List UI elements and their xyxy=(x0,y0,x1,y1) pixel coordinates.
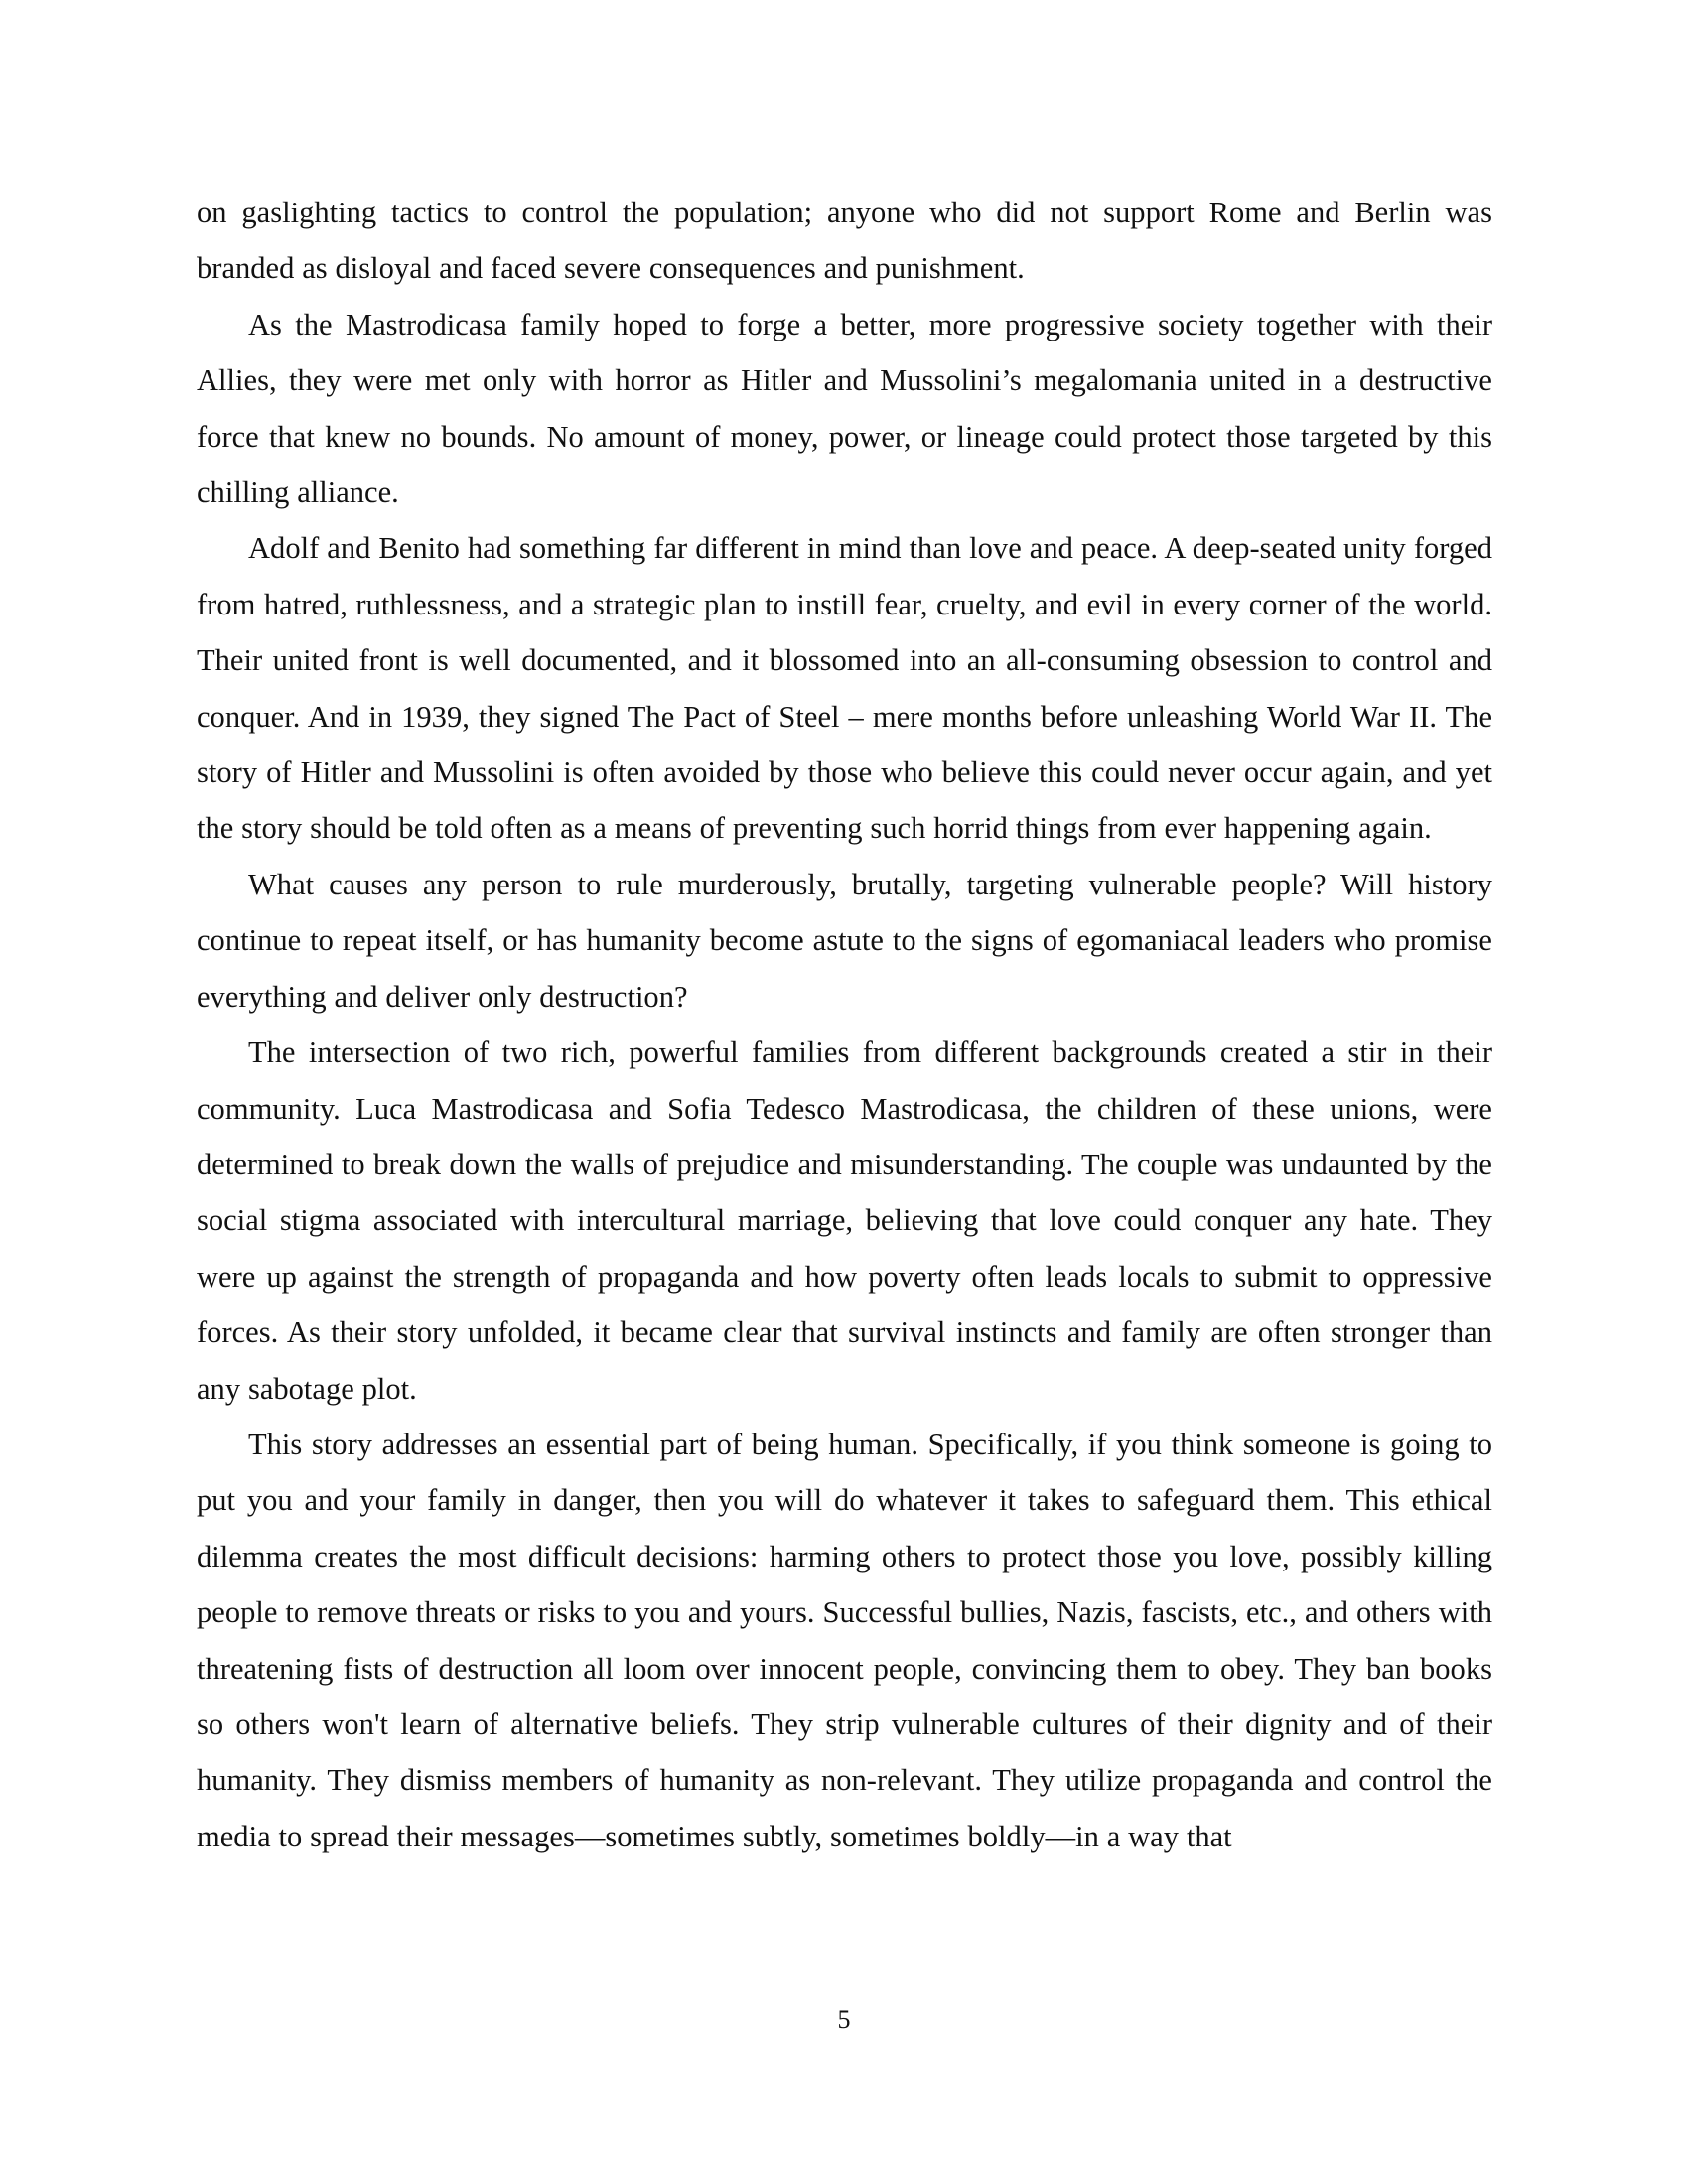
page-number: 5 xyxy=(837,2005,851,2034)
paragraph-continuation: on gaslighting tactics to control the population; anyone who did not support Rome and Berlin was branded as disloyal and faced severe consequences and punishment. xyxy=(197,196,1492,286)
paragraph-what-causes: What causes any person to rule murderously, brutally, targeting vulnerable people? Will history continue to repeat itself, or has humanity become astute to the signs of egomaniacal leaders who promise everything and deliver only destruction? xyxy=(197,867,1492,1014)
paragraph-adolf-benito: Adolf and Benito had something far different in mind than love and peace. A deep-seated unity forged from hatred, ruthlessness, and a strategic plan to instill fear, cruelty, and evil in every corner of the world. Their united front is well documented, and it blossomed into an all-consuming obsession to control and conquer. And in 1939, they signed The Pact of Steel – mere months before unleashing World War II. The story of Hitler and Mussolini is often avoided by those who believe this could never occur again, and yet the story should be told often as a means of preventing such horrid things from ever happening again. xyxy=(197,531,1492,846)
paragraph-mastrodicasa-family: As the Mastrodicasa family hoped to forge a better, more progressive society together with their Allies, they were met only with horror as Hitler and Mussolini’s megalomania united in a destructive force that knew no bounds. No amount of money, power, or lineage could protect those targeted by this chilling alliance. xyxy=(197,307,1492,510)
paragraph-intersection: The intersection of two rich, powerful families from different backgrounds created a stir in their community. Luca Mastrodicasa and Sofia Tedesco Mastrodicasa, the children of these unions, were determined to break down the walls of prejudice and misunderstanding. The couple was undaunted by the social stigma associated with intercultural marriage, believing that love could conquer any hate. They were up against the strength of propaganda and how poverty often leads locals to submit to oppressive forces. As their story unfolded, it became clear that survival instincts and family are often stronger than any sabotage plot. xyxy=(197,1035,1492,1406)
body-text-column xyxy=(197,185,1492,1864)
paragraph-essential-part: This story addresses an essential part of being human. Specifically, if you think someone is going to put you and your family in danger, then you will do whatever it takes to safeguard them. This ethical dilemma creates the most difficult decisions: harming others to protect those you love, possibly killing people to remove threats or risks to you and yours. Successful bullies, Nazis, fascists, etc., and others with threatening fists of destruction all loom over innocent people, convincing them to obey. They ban books so others won't learn of alternative beliefs. They strip vulnerable cultures of their dignity and of their humanity. They dismiss members of humanity as non-relevant. They utilize propaganda and control the media to spread their messages—sometimes subtly, sometimes boldly—in a way that xyxy=(197,1427,1492,1853)
